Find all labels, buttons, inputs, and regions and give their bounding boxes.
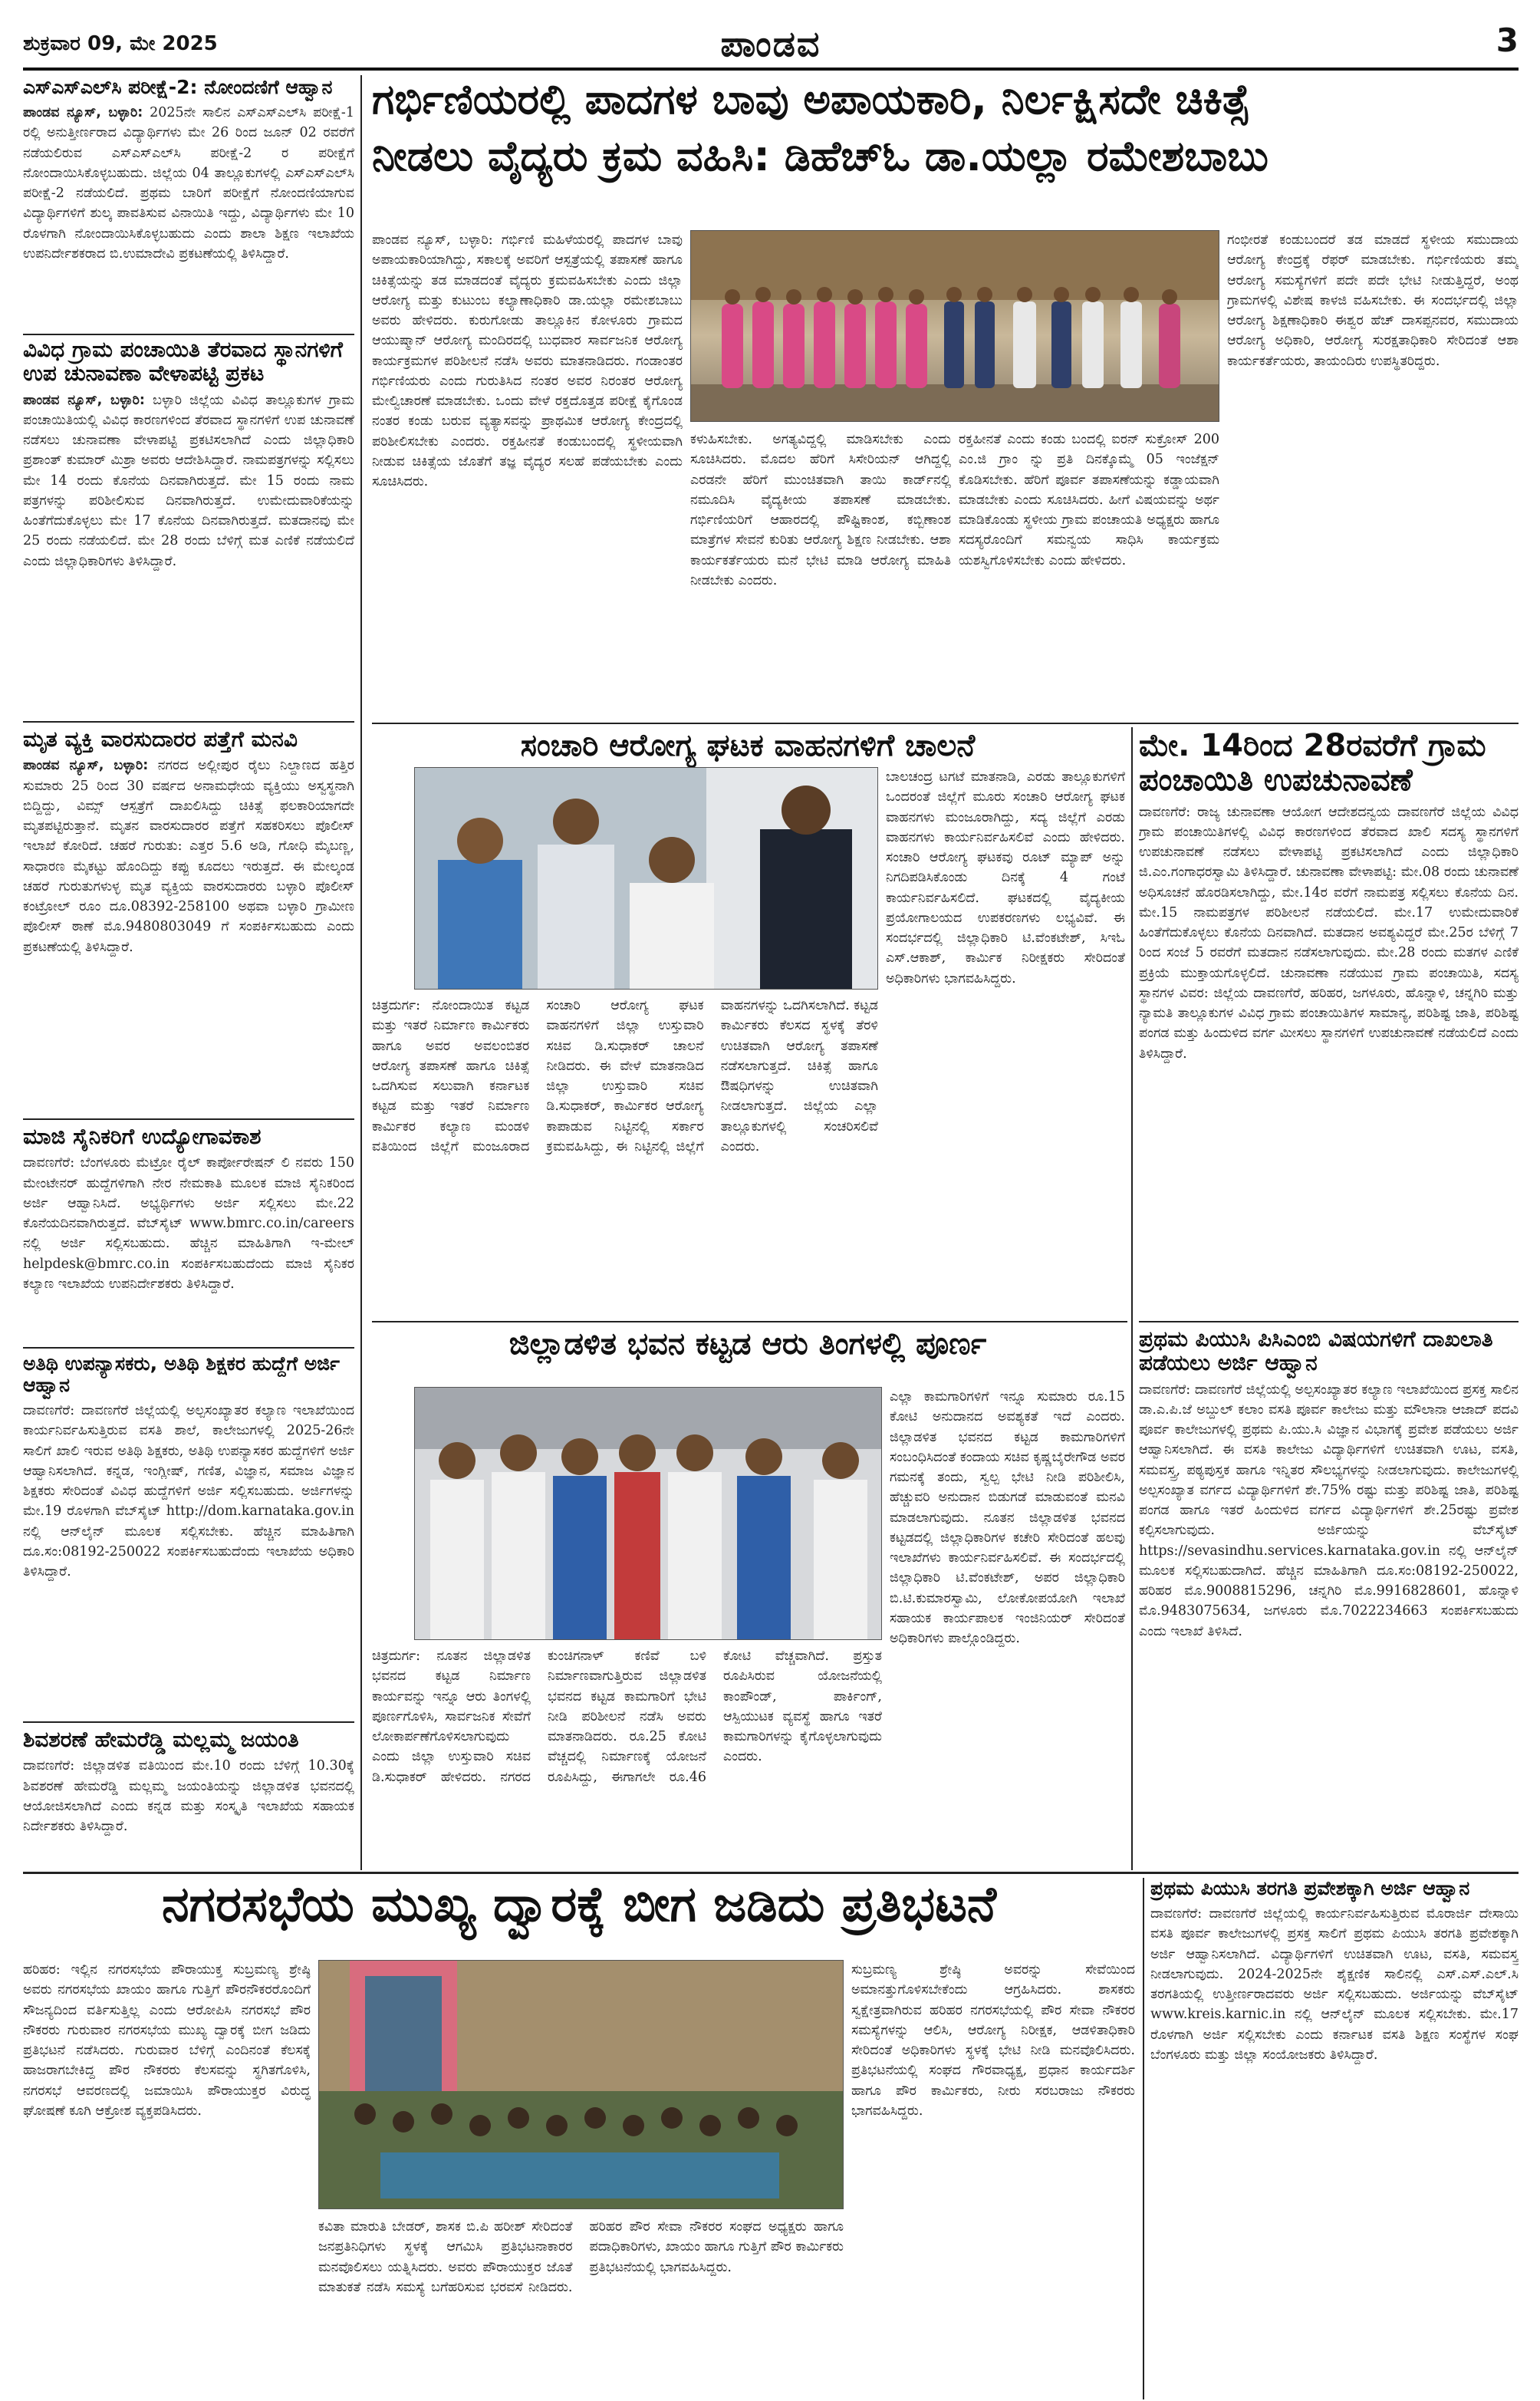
section-rule xyxy=(1139,1321,1519,1322)
lead-photo xyxy=(690,230,1219,422)
headline: ಮಾಜಿ ಸೈನಿಕರಿಗೆ ಉದ್ಯೋಗಾವಕಾಶ xyxy=(23,1125,262,1149)
column-divider xyxy=(1131,727,1133,1870)
lead-body-col-2: ಕಳುಹಿಸಬೇಕು. ಅಗತ್ಯವಿದ್ದಲ್ಲಿ ಮಾಡಿಸಬೇಕು ಎಂದು ಸೂಚಿಸಿದರು. ಮೊದಲ ಹೆರಿಗೆ ಸಿಸೇರಿಯನ್ ಆಗಿದ್ದಲ್ಲಿ ಎರಡನೇ ಹೆರಿಗೆ ಮುಂಚಿತವಾಗಿ ತಾಯಿ ಕಾರ್ಡ್‌ನಲ್ಲಿ ನಮೂದಿಸಿ ವೈದ್ಯಕೀಯ ತಪಾಸಣೆ ಮಾಡಬೇಕು. ಗರ್ಭಿಣಿಯರಿಗೆ ಆಹಾರದಲ್ಲಿ ಪೌಷ್ಟಿಕಾಂಶ, ಕಬ್ಬಿಣಾಂಶ ಮಾತ್ರೆಗಳ ಸೇವನೆ ಕುರಿತು ಆರೋಗ್ಯ ಶಿಕ್ಷಣ ನೀಡಬೇಕು. ಆಶಾ ಕಾರ್ಯಕರ್ತೆಯರು ಮನೆ ಭೇಟಿ ಮಾಡಿ ಆರೋಗ್ಯ ಮಾಹಿತಿ ನೀಡಬೇಕು ಎಂದರು. xyxy=(690,432,951,588)
section-rule xyxy=(23,334,354,335)
headline: ಅತಿಥಿ ಉಪನ್ಯಾಸಕರು, ಅತಿಥಿ ಶಿಕ್ಷಕರ ಹುದ್ದೆಗೆ ಅರ್ಜಿ ಆಹ್ವಾನ xyxy=(23,1353,340,1396)
headline: ಮೃತ ವ್ಯಕ್ತಿ ವಾರಸುದಾರರ ಪತ್ತೆಗೆ ಮನವಿ xyxy=(23,727,298,752)
masthead xyxy=(23,21,1519,68)
dateline: ಪಾಂಡವ ನ್ಯೂಸ್, ಬಳ್ಳಾರಿ: xyxy=(23,758,149,774)
group-photo-illustration xyxy=(691,231,1219,422)
body-text: ದಾವಣಗೆರೆ: ಜಿಲ್ಲಾಡಳಿತ ವತಿಯಿಂದ ಮೇ.10 ರಂದು ಬೆಳಿಗ್ಗೆ 10.30ಕ್ಕೆ ಶಿವಶರಣೆ ಹೇಮರೆಡ್ಡಿ ಮಲ್ಲಮ್ಮ ಜಯಂತಿಯನ್ನು ಜಿಲ್ಲಾಡಳಿತ ಭವನದಲ್ಲಿ ಆಯೋಜಿಸಲಾಗಿದೆ ಎಂದು ಕನ್ನಡ ಮತ್ತು ಸಂಸ್ಕೃತಿ ಇಲಾಖೆಯ ಸಹಾಯಕ ನಿರ್ದೇಶಕರು ತಿಳಿಸಿದ್ದಾರೆ. xyxy=(23,1758,354,1835)
protest-right-col: ಸುಬ್ರಮಣ್ಯ ಶ್ರೇಷ್ಠಿ ಅವರನ್ನು ಸೇವೆಯಿಂದ ಅಮಾನತ್ತುಗೊಳಿಸಬೇಕೆಂದು ಆಗ್ರಹಿಸಿದರು. ಶಾಸಕರು ಸ್ವಕ್ಷೇತ್ರವಾಗಿರುವ ಹರಿಹರ ನಗರಸಭೆಯಲ್ಲಿ ಪೌರ ಸೇವಾ ನೌಕರರ ಸಮಸ್ಯೆಗಳನ್ನು ಆಲಿಸಿ, ಆರೋಗ್ಯ ನಿರೀಕ್ಷಕ, ಆಡಳಿತಾಧಿಕಾರಿ ಸೇರಿದಂತೆ ಅಧಿಕಾರಿಗಳು ಸ್ಥಳಕ್ಕೆ ಭೇಟಿ ನೀಡಿ ಮನವೊಲಿಸಿದರು. ಪ್ರತಿಭಟನೆಯಲ್ಲಿ ಸಂಘದ ಗೌರವಾಧ್ಯಕ್ಷ, ಪ್ರಧಾನ ಕಾರ್ಯದರ್ಶಿ ಹಾಗೂ ಪೌರ ಕಾರ್ಮಿಕರು, ನೀರು ಸರಬರಾಜು ನೌಕರರು ಭಾಗವಹಿಸಿದ್ದರು. xyxy=(851,1962,1135,2119)
column-divider xyxy=(1143,1878,1144,2399)
protest-left-col: ಹರಿಹರ: ಇಲ್ಲಿನ ನಗರಸಭೆಯ ಪೌರಾಯುಕ್ತ ಸುಬ್ರಮಣ್ಯ ಶ್ರೇಷ್ಠಿ ಅವರು ನಗರಸಭೆಯ ಖಾಯಂ ಹಾಗೂ ಗುತ್ತಿಗೆ ಪೌರನೌಕರರೊಂದಿಗೆ ಸೌಜನ್ಯದಿಂದ ವರ್ತಿಸುತ್ತಿಲ್ಲ ಎಂದು ಆರೋಪಿಸಿ ನಗರಸಭೆ ಪೌರ ನೌಕರರು ಗುರುವಾರ ನಗರಸಭೆಯ ಮುಖ್ಯ ದ್ವಾರಕ್ಕೆ ಬೀಗ ಜಡಿದು ಪ್ರತಿಭಟನೆ ನಡೆಸಿದರು. ಗುರುವಾರ ಬೆಳಿಗ್ಗೆ ಎಂದಿನಂತೆ ಕೆಲಸಕ್ಕೆ ಹಾಜರಾಗಬೇಕಿದ್ದ ಪೌರ ನೌಕರರು ಕೆಲಸವನ್ನು ಸ್ಥಗಿತಗೊಳಿಸಿ, ನಗರಸಭೆ ಆವರಣದಲ್ಲಿ ಜಮಾಯಿಸಿ ಪೌರಾಯುಕ್ತರ ವಿರುದ್ಧ ಘೋಷಣೆ ಕೂಗಿ ಆಕ್ರೋಶ ವ್ಯಕ್ತಪಡಿಸಿದರು. xyxy=(23,1962,311,2119)
lead-headline xyxy=(372,77,1519,222)
headline: ಪ್ರಥಮ ಪಿಯುಸಿ ತರಗತಿ ಪ್ರವೇಶಕ್ಕಾಗಿ ಅರ್ಜಿ ಆಹ್ವಾನ xyxy=(1150,1878,1470,1899)
article-missing-person xyxy=(23,727,354,1118)
lead-body-col-4: ಗಂಭೀರತೆ ಕಂಡುಬಂದರೆ ತಡ ಮಾಡದೆ ಸ್ಥಳೀಯ ಸಮುದಾಯ ಆರೋಗ್ಯ ಕೇಂದ್ರಕ್ಕೆ ರೆಫರ್ ಮಾಡಬೇಕು. ಗರ್ಭಿಣಿಯರು ತಮ್ಮ ಆರೋಗ್ಯ ಸಮಸ್ಯೆಗಳಿಗೆ ಪದೇ ಪದೇ ಭೇಟಿ ನೀಡುತ್ತಿದ್ದರೆ, ಅಂಥ ಗ್ರಾಮಗಳಲ್ಲಿ ವಿಶೇಷ ಕಾಳಜಿ ವಹಿಸಬೇಕು. ಈ ಸಂದರ್ಭದಲ್ಲಿ ಜಿಲ್ಲಾ ಆರೋಗ್ಯ ಶಿಕ್ಷಣಾಧಿಕಾರಿ ಈಶ್ವರ ಹೆಚ್ ದಾಸಪ್ಪನವರ, ಸಮುದಾಯ ಆರೋಗ್ಯ ಅಧಿಕಾರಿ, ಆರೋಗ್ಯ ಸುರಕ್ಷತಾಧಿಕಾರಿ ಸೇರಿದಂತೆ ಆಶಾ ಕಾರ್ಯಕರ್ತೆಯರು, ತಾಯಂದಿರು ಉಪಸ್ಥಿತರಿದ್ದರು. xyxy=(1227,232,1519,369)
issue-date: ಶುಕ್ರವಾರ 09, ಮೇ 2025 xyxy=(23,32,218,55)
section-rule xyxy=(23,1118,354,1120)
section-rule xyxy=(372,1321,1127,1322)
lead-body-col-3: ರಕ್ತಹೀನತೆ ಎಂದು ಕಂಡು ಬಂದಲ್ಲಿ ಐರನ್ ಸುಕ್ರೋಸ್ 200 ಎಂ.ಜಿ ಗ್ರಾಂ ನ್ನು ಪ್ರತಿ ದಿನಕ್ಕೊಮ್ಮೆ 05 ಇಂಜೆಕ್ಷನ್ ಕೊಡಿಸಬೇಕು. ಹೆರಿಗೆ ಪೂರ್ವ ತಪಾಸಣೆಯನ್ನು ಕಡ್ಡಾಯವಾಗಿ ಮಾಡಬೇಕು ಎಂದು ಸೂಚಿಸಿದರು. ಹೀಗೆ ವಿಷಯವನ್ನು ಅರ್ಥ ಮಾಡಿಕೊಂಡು ಸ್ಥಳೀಯ ಗ್ರಾಮ ಪಂಚಾಯತಿ ಅಧ್ಯಕ್ಷರು ಹಾಗೂ ಸದಸ್ಯರೊಂದಿಗೆ ಸಮನ್ವಯ ಸಾಧಿಸಿ ಕಾರ್ಯಕ್ರಮ ಯಶಸ್ವಿಗೊಳಿಸಬೇಕು ಎಂದು ಹೇಳಿದರು. xyxy=(959,432,1219,568)
section-rule xyxy=(23,1721,354,1723)
headline: ಜಿಲ್ಲಾಡಳಿತ ಭವನ ಕಟ್ಟಡ ಆರು ತಿಂಗಳಲ್ಲಿ ಪೂರ್ಣ xyxy=(508,1327,987,1362)
body-text: ದಾವಣಗೆರೆ: ದಾವಣಗೆರೆ ಜಿಲ್ಲೆಯಲ್ಲಿ ಅಲ್ಪಸಂಖ್ಯಾತರ ಕಲ್ಯಾಣ ಇಲಾಖೆಯಿಂದ ಪ್ರಸಕ್ತ ಸಾಲಿನ ಡಾ.ಎ.ಪಿ.ಜೆ ಅಬ್ದುಲ್ ಕಲಾಂ ವಸತಿ ಪೂರ್ವ ಕಾಲೇಜು ಮತ್ತು ಮೌಲಾನಾ ಆಜಾದ್ ಪದವಿ ಪೂರ್ವ ಕಾಲೇಜುಗಳಲ್ಲಿ ಪ್ರಥಮ ಪಿ.ಯು.ಸಿ ವಿಜ್ಞಾನ ವಿಭಾಗಕ್ಕೆ ಪ್ರವೇಶ ಪಡೆಯಲು ಅರ್ಜಿ ಆಹ್ವಾನಿಸಲಾಗಿದೆ. ಈ ವಸತಿ ಕಾಲೇಜು ವಿದ್ಯಾರ್ಥಿಗಳಿಗೆ ಉಚಿತವಾಗಿ ಊಟ, ವಸತಿ, ಸಮವಸ್ತ್ರ, ಪಠ್ಯಪುಸ್ತಕ ಹಾಗೂ ಇನ್ನಿತರ ಸೌಲಭ್ಯಗಳನ್ನು ನೀಡಲಾಗುವುದು. ಕಾಲೇಜುಗಳಲ್ಲಿ ಅಲ್ಪಸಂಖ್ಯಾತ ವರ್ಗದ ವಿದ್ಯಾರ್ಥಿಗಳಿಗೆ ಶೇ.75% ರಷ್ಟು ಮತ್ತು ಪರಿಶಿಷ್ಟ ಜಾತಿ, ಪರಿಶಿಷ್ಟ ಪಂಗಡ ಹಾಗೂ ಇತರೆ ಹಿಂದುಳಿದ ವರ್ಗದ ವಿದ್ಯಾರ್ಥಿಗಳಿಗೆ ಶೇ.25ರಷ್ಟು ಪ್ರವೇಶ ಕಲ್ಪಿಸಲಾಗುವುದು. ಅರ್ಜಿಯನ್ನು ವೆಬ್‌ಸೈಟ್ https://sevasindhu.services.karnataka.gov.in ನಲ್ಲಿ ಆನ್‌ಲೈನ್ ಮೂಲಕ ಸಲ್ಲಿಸಬಹುದಾಗಿದೆ. ಹೆಚ್ಚಿನ ಮಾಹಿತಿಗಾಗಿ ದೂ.ಸಂ:08192-250022, ಹರಿಹರ ಮೊ.9008815296, ಚನ್ನಗಿರಿ ಮೊ.9916828601, ಹೊನ್ನಾಳಿ ಮೊ.9483075634, ಜಗಳೂರು ಮೊ.7022234663 ಸಂಪರ್ಕಿಸಬಹುದು ಎಂದು ಇಲಾಖೆ ತಿಳಿಸಿದೆ. xyxy=(1139,1382,1519,1639)
district-building-headline-box xyxy=(372,1327,1124,1381)
masthead-rule xyxy=(23,68,1519,71)
body-text: ದಾವಣಗೆರೆ: ದಾವಣಗೆರೆ ಜಿಲ್ಲೆಯಲ್ಲಿ ಅಲ್ಪಸಂಖ್ಯಾತರ ಕಲ್ಯಾಣ ಇಲಾಖೆಯಿಂದ ಕಾರ್ಯನಿರ್ವಹಿಸುತ್ತಿರುವ ವಸತಿ ಶಾಲೆ, ಕಾಲೇಜುಗಳಲ್ಲಿ 2025-26ನೇ ಸಾಲಿಗೆ ಖಾಲಿ ಇರುವ ಅತಿಥಿ ಶಿಕ್ಷಕರು, ಅತಿಥಿ ಉಪನ್ಯಾಸಕರ ಹುದ್ದೆಗಳಿಗೆ ಅರ್ಜಿ ಆಹ್ವಾನಿಸಲಾಗಿದೆ. ಕನ್ನಡ, ಇಂಗ್ಲೀಷ್, ಗಣಿತ, ವಿಜ್ಞಾನ, ಸಮಾಜ ವಿಜ್ಞಾನ ಶಿಕ್ಷಕರು ಸೇರಿದಂತೆ ವಿವಿಧ ಹುದ್ದೆಗಳಿಗೆ ಅರ್ಜಿ ಸಲ್ಲಿಸಬಹುದು. ಅರ್ಜಿಗಳನ್ನು ಮೇ.19 ರೊಳಗಾಗಿ ವೆಬ್‌ಸೈಟ್ http://dom.karnataka.gov.in ನಲ್ಲಿ ಆನ್‌ಲೈನ್ ಮೂಲಕ ಸಲ್ಲಿಸಬೇಕು. ಹೆಚ್ಚಿನ ಮಾಹಿತಿಗಾಗಿ ದೂ.ಸಂ:08192-250022 ಸಂಪರ್ಕಿಸಬಹುದೆಂದು ಇಲಾಖೆಯ ಅಧಿಕಾರಿ ತಿಳಿಸಿದ್ದಾರೆ. xyxy=(23,1403,354,1579)
article-jayanti xyxy=(23,1727,354,1870)
inauguration-photo-illustration xyxy=(415,768,878,990)
district-building-right-col: ಎಲ್ಲಾ ಕಾಮಗಾರಿಗಳಿಗೆ ಇನ್ನೂ ಸುಮಾರು ರೂ.15 ಕೋಟಿ ಅನುದಾನದ ಅವಶ್ಯಕತೆ ಇದೆ ಎಂದರು. ಜಿಲ್ಲಾಡಳಿತ ಭವನದ ಕಟ್ಟಡ ಕಾಮಗಾರಿಗಳಿಗೆ ಸಂಬಂಧಿಸಿದಂತೆ ಕಂದಾಯ ಸಚಿವ ಕೃಷ್ಣಬೈರೇಗೌಡ ಅವರ ಗಮನಕ್ಕೆ ತಂದು, ಸ್ವಲ್ಪ ಭೇಟಿ ನೀಡಿ ಪರಿಶೀಲಿಸಿ, ಹೆಚ್ಚುವರಿ ಅನುದಾನ ಬಿಡುಗಡೆ ಮಾಡುವಂತೆ ಮನವಿ ಮಾಡಲಾಗುವುದು. ನೂತನ ಜಿಲ್ಲಾಡಳಿತ ಭವನದ ಕಟ್ಟಡದಲ್ಲಿ ಜಿಲ್ಲಾಧಿಕಾರಿಗಳ ಕಚೇರಿ ಸೇರಿದಂತೆ ಹಲವು ಇಲಾಖೆಗಳು ಕಾರ್ಯನಿರ್ವಹಿಸಲಿವೆ. ಈ ಸಂದರ್ಭದಲ್ಲಿ ಜಿಲ್ಲಾಧಿಕಾರಿ ಟಿ.ವೆಂಕಟೇಶ್, ಅಪರ ಜಿಲ್ಲಾಧಿಕಾರಿ ಬಿ.ಟಿ.ಕುಮಾರಸ್ವಾಮಿ, ಲೋಕೋಪಯೋಗಿ ಇಲಾಖೆ ಸಹಾಯಕ ಕಾರ್ಯಪಾಲಕ ಇಂಜಿನಿಯರ್ ಸೇರಿದಂತೆ ಅಧಿಕಾರಿಗಳು ಪಾಲ್ಗೊಂಡಿದ್ದರು. xyxy=(890,1389,1125,1646)
section-rule xyxy=(372,723,1519,724)
article-body xyxy=(23,390,354,571)
article-puc-admission xyxy=(1139,1327,1519,1870)
body-text: ಬಳ್ಳಾರಿ ಜಿಲ್ಲೆಯ ವಿವಿಧ ತಾಲ್ಲೂಕುಗಳ ಗ್ರಾಮ ಪಂಚಾಯಿತಿಯಲ್ಲಿ ವಿವಿಧ ಕಾರಣಗಳಿಂದ ತೆರವಾದ ಸ್ಥಾನಗಳಿಗೆ ಉಪ ಚುನಾವಣೆ ನಡೆಸಲು ಚುನಾವಣಾ ವೇಳಾಪಟ್ಟಿ ಪ್ರಕಟಿಸಲಾಗಿದೆ ಎಂದು ಜಿಲ್ಲಾಧಿಕಾರಿ ಪ್ರಶಾಂತ್ ಕುಮಾರ್ ಮಿಶ್ರಾ ಅವರು ಆದೇಶಿಸಿದ್ದಾರೆ. ನಾಮಪತ್ರಗಳನ್ನು ಸಲ್ಲಿಸಲು ಮೇ 14 ರಂದು ಕೊನೆಯ ದಿನವಾಗಿರುತ್ತದೆ. ಮೇ 15 ರಂದು ನಾಮ ಪತ್ರಗಳನ್ನು ಪರಿಶೀಲಿಸುವ ದಿನವಾಗಿರುತ್ತದೆ. ಉಮೇದುವಾರಿಕೆಯನ್ನು ಹಿಂತೆಗೆದುಕೊಳ್ಳಲು ಮೇ 17 ಕೊನೆಯ ದಿನವಾಗಿರುತ್ತದೆ. ಮತದಾನವು ಮೇ 25 ರಂದು ನಡೆಯಲಿದೆ. ಮೇ 28 ರಂದು ಬೆಳಿಗ್ಗೆ ಮತ ಎಣಿಕೆ ನಡೆಯಲಿದೆ ಎಂದು ಜಿಲ್ಲಾಧಿಕಾರಿಗಳು ತಿಳಿಸಿದ್ದಾರೆ. xyxy=(23,392,354,569)
headline: ಎಸ್‌ಎಸ್‌ಎಲ್‌ಸಿ ಪರೀಕ್ಷೆ-2: ನೋಂದಣಿಗೆ ಆಹ್ವಾನ xyxy=(23,77,333,98)
protest-photo-illustration xyxy=(319,1961,844,2209)
article-puc-admission-2 xyxy=(1150,1878,1519,2397)
mobile-health-photo xyxy=(414,767,878,990)
article-panchayat-schedule xyxy=(23,338,354,717)
mobile-health-right-col: ಬಾಲಚಂದ್ರ ಟಗಟೆ ಮಾತನಾಡಿ, ಎರಡು ತಾಲ್ಲೂಕುಗಳಿಗೆ ಒಂದರಂತೆ ಜಿಲ್ಲೆಗೆ ಮೂರು ಸಂಚಾರಿ ಆರೋಗ್ಯ ಘಟಕ ವಾಹನಗಳು ಮಂಜೂರಾಗಿದ್ದು, ಸದ್ಯ ಜಿಲ್ಲೆಗೆ ಎರಡು ವಾಹನಗಳು ಕಾರ್ಯನಿರ್ವಹಿಸಲಿವೆ ಎಂದು ಹೇಳಿದರು. ಸಂಚಾರಿ ಆರೋಗ್ಯ ಘಟಕವು ರೂಟ್ ಮ್ಯಾಪ್ ಅನ್ನು ನಿಗದಿಪಡಿಸಿಕೊಂಡು ದಿನಕ್ಕೆ 4 ಗಂಟೆ ಕಾರ್ಯನಿರ್ವಹಿಸಲಿದೆ. ಘಟಕದಲ್ಲಿ ವೈದ್ಯಕೀಯ ಪ್ರಯೋಗಾಲಯದ ಉಪಕರಣಗಳು ಲಭ್ಯವಿವೆ. ಈ ಸಂದರ್ಭದಲ್ಲಿ ಜಿಲ್ಲಾಧಿಕಾರಿ ಟಿ.ವೆಂಕಟೇಶ್, ಸಿಇಓ ಎಸ್.ಆಕಾಶ್, ಕಾರ್ಮಿಕ ನಿರೀಕ್ಷಕರು ಸೇರಿದಂತೆ ಅಧಿಕಾರಿಗಳು ಭಾಗವಹಿಸಿದ್ದರು. xyxy=(886,769,1125,986)
body-text: ದಾವಣಗೆರೆ: ರಾಜ್ಯ ಚುನಾವಣಾ ಆಯೋಗ ಆದೇಶದನ್ವಯ ದಾವಣಗೆರೆ ಜಿಲ್ಲೆಯ ವಿವಿಧ ಗ್ರಾಮ ಪಂಚಾಯಿತಿಗಳಲ್ಲಿ ವಿವಿಧ ಕಾರಣಗಳಿಂದ ತೆರವಾದ ಖಾಲಿ ಸದಸ್ಯ ಸ್ಥಾನಗಳಿಗೆ ಉಪಚುನಾವಣೆ ನಡೆಸಲು ವೇಳಾಪಟ್ಟಿ ಪ್ರಕಟಿಸಲಾಗಿದೆ ಎಂದು ಜಿಲ್ಲಾಧಿಕಾರಿ ಜಿ.ಎಂ.ಗಂಗಾಧರಸ್ವಾಮಿ ತಿಳಿಸಿದ್ದಾರೆ. ಚುನಾವಣಾ ವೇಳಾಪಟ್ಟಿ: ಮೇ.08 ರಂದು ಚುನಾವಣೆ ಅಧಿಸೂಚನೆ ಹೊರಡಿಸಲಾಗಿದ್ದು, ಮೇ.14ರ ವರೆಗೆ ನಾಮಪತ್ರ ಸಲ್ಲಿಸಲು ಕೊನೆಯ ದಿನ. ಮೇ.15 ನಾಮಪತ್ರಗಳ ಪರಿಶೀಲನೆ ನಡೆಯಲಿದೆ. ಮೇ.17 ಉಮೇದುವಾರಿಕೆ ಹಿಂತೆಗೆದುಕೊಳ್ಳಲು ಕೊನೆಯ ದಿನವಾಗಿದೆ. ಮತದಾನ ಅವಶ್ಯವಿದ್ದರೆ ಮೇ.25ರ ಬೆಳಿಗ್ಗೆ 7 ರಿಂದ ಸಂಜೆ 5 ರವರೆಗೆ ಮತದಾನ ನಡೆಸಲಾಗುವುದು. ಮೇ.28 ರಂದು ಮತಗಳ ಎಣಿಕೆ ಪ್ರಕ್ರಿಯೆ ಮುಕ್ತಾಯಗೊಳ್ಳಲಿದೆ. ಚುನಾವಣಾ ನಡೆಯುವ ಗ್ರಾಮ ಪಂಚಾಯಿತಿ, ಸದಸ್ಯ ಸ್ಥಾನಗಳ ವಿವರ: ಜಿಲ್ಲೆಯ ದಾವಣಗೆರೆ, ಹರಿಹರ, ಜಗಳೂರು, ಹೊನ್ನಾಳಿ, ಚನ್ನಗಿರಿ ಮತ್ತು ನ್ಯಾಮತಿ ತಾಲ್ಲೂಕುಗಳ ವಿವಿಧ ಗ್ರಾಮ ಪಂಚಾಯಿತಿಗಳ ಸಾಮಾನ್ಯ, ಪರಿಶಿಷ್ಟ ಜಾತಿ, ಪರಿಶಿಷ್ಟ ಪಂಗಡ ಮತ್ತು ಹಿಂದುಳಿದ ವರ್ಗ ಮೀಸಲು ಸ್ಥಾನಗಳಿಗೆ ಉಪಚುನಾವಣೆ ನಡೆಯಲಿದೆ ಎಂದು ತಿಳಿಸಿದ್ದಾರೆ. xyxy=(1139,804,1519,1062)
dateline: ಪಾಂಡವ ನ್ಯೂಸ್, ಬಳ್ಳಾರಿ: xyxy=(23,392,145,408)
article-body xyxy=(23,756,354,957)
section-rule xyxy=(23,1872,1519,1874)
article-sslc xyxy=(23,77,354,334)
article-bypoll xyxy=(1139,729,1519,1319)
headline: ಮೇ. 14ರಿಂದ 28ರವರೆಗೆ ಗ್ರಾಮ ಪಂಚಾಯಿತಿ ಉಪಚುನಾವಣೆ xyxy=(1139,729,1486,798)
article-guest-teachers xyxy=(23,1353,354,1721)
headline-line-2: ನೀಡಲು ವೈದ್ಯರು ಕ್ರಮ ವಹಿಸಿ: ಡಿಹೆಚ್‌ಓ ಡಾ.ಯಲ್ಲಾ ರಮೇಶಬಾಬು xyxy=(372,132,1269,181)
protest-body: ಕವಿತಾ ಮಾರುತಿ ಬೇಡರ್, ಶಾಸಕ ಬಿ.ಪಿ ಹರೀಶ್ ಸೇರಿದಂತೆ ಜನಪ್ರತಿನಿಧಿಗಳು ಸ್ಥಳಕ್ಕೆ ಆಗಮಿಸಿ ಪ್ರತಿಭಟನಾಕಾರರ ಮನವೊಲಿಸಲು ಯತ್ನಿಸಿದರು. ಅವರು ಪೌರಾಯುಕ್ತರ ಜೊತೆ ಮಾತುಕತೆ ನಡೆಸಿ ಸಮಸ್ಯೆ ಬಗೆಹರಿಸುವ ಭರವಸೆ ನೀಡಿದರು. ಹರಿಹರ ಪೌರ ಸೇವಾ ನೌಕರರ ಸಂಘದ ಅಧ್ಯಕ್ಷರು ಹಾಗೂ ಪದಾಧಿಕಾರಿಗಳು, ಖಾಯಂ ಹಾಗೂ ಗುತ್ತಿಗೆ ಪೌರ ಕಾರ್ಮಿಕರು ಪ್ರತಿಭಟನೆಯಲ್ಲಿ ಭಾಗವಹಿಸಿದ್ದರು. xyxy=(318,2219,844,2295)
site-visit-photo-illustration xyxy=(415,1388,882,1640)
body-text: ನಗರದ ಅಲ್ಲೀಪುರ ರೈಲು ನಿಲ್ದಾಣದ ಹತ್ತಿರ ಸುಮಾರು 25 ರಿಂದ 30 ವರ್ಷದ ಅನಾಮಧೇಯ ವ್ಯಕ್ತಿಯು ಅಸ್ವಸ್ಥನಾಗಿ ಬಿದ್ದಿದ್ದು, ವಿಮ್ಸ್ ಆಸ್ಪತ್ರೆಗೆ ದಾಖಲಿಸಿದ್ದು ಚಿಕಿತ್ಸೆ ಫಲಕಾರಿಯಾಗದೇ ಮೃತಪಟ್ಟಿರುತ್ತಾನೆ. ಮೃತನ ವಾರಸುದಾರರ ಪತ್ತೆಗೆ ಸಹಕರಿಸಲು ಪೊಲೀಸ್ ಇಲಾಖೆ ಕೋರಿದೆ. ಚಹರೆ ಗುರುತು: ಎತ್ತರ 5.6 ಅಡಿ, ಗೋಧಿ ಮೈಬಣ್ಣ, ಸಾಧಾರಣ ಮೈಕಟ್ಟು ಹೊಂದಿದ್ದು ಕಪ್ಪು ಕೂದಲು ಇರುತ್ತದೆ. ಈ ಮೇಲ್ಕಂಡ ಚಹರೆ ಗುರುತುಗಳುಳ್ಳ ಮೃತ ವ್ಯಕ್ತಿಯ ವಾರಸುದಾರರು ಬಳ್ಳಾರಿ ಪೊಲೀಸ್ ಕಂಟ್ರೋಲ್ ರೂಂ ದೂ.08392-258100 ಅಥವಾ ಬಳ್ಳಾರಿ ಗ್ರಾಮೀಣ ಪೊಲೀಸ್ ಠಾಣೆ ಮೊ.9480803049 ಗೆ ಸಂಪರ್ಕಿಸಬಹುದು ಎಂದು ಪ್ರಕಟಣೆಯಲ್ಲಿ ತಿಳಿಸಿದ್ದಾರೆ. xyxy=(23,758,354,955)
protest-headline-box xyxy=(23,1878,1135,1951)
district-building-photo xyxy=(414,1387,882,1640)
dateline: ಪಾಂಡವ ನ್ಯೂಸ್, ಬಳ್ಳಾರಿ: xyxy=(23,105,143,120)
mobile-health-body: ಚಿತ್ರದುರ್ಗ: ನೋಂದಾಯಿತ ಕಟ್ಟಡ ಮತ್ತು ಇತರೆ ನಿರ್ಮಾಣ ಕಾರ್ಮಿಕರು ಹಾಗೂ ಅವರ ಅವಲಂಬಿತರ ಆರೋಗ್ಯ ತಪಾಸಣೆ ಹಾಗೂ ಚಿಕಿತ್ಸೆ ಒದಗಿಸುವ ಸಲುವಾಗಿ ಕರ್ನಾಟಕ ಕಟ್ಟಡ ಮತ್ತು ಇತರೆ ನಿರ್ಮಾಣ ಕಾರ್ಮಿಕರ ಕಲ್ಯಾಣ ಮಂಡಳಿ ವತಿಯಿಂದ ಜಿಲ್ಲೆಗೆ ಮಂಜೂರಾದ ಸಂಚಾರಿ ಆರೋಗ್ಯ ಘಟಕ ವಾಹನಗಳಿಗೆ ಜಿಲ್ಲಾ ಉಸ್ತುವಾರಿ ಸಚಿವ ಡಿ.ಸುಧಾಕರ್ ಚಾಲನೆ ನೀಡಿದರು. ಈ ವೇಳೆ ಮಾತನಾಡಿದ ಜಿಲ್ಲಾ ಉಸ್ತುವಾರಿ ಸಚಿವ ಡಿ.ಸುಧಾಕರ್, ಕಾರ್ಮಿಕರ ಆರೋಗ್ಯ ಕಾಪಾಡುವ ನಿಟ್ಟಿನಲ್ಲಿ ಸರ್ಕಾರ ಕ್ರಮವಹಿಸಿದ್ದು, ಈ ನಿಟ್ಟಿನಲ್ಲಿ ಜಿಲ್ಲೆಗೆ ವಾಹನಗಳನ್ನು ಒದಗಿಸಲಾಗಿದೆ. ಕಟ್ಟಡ ಕಾರ್ಮಿಕರು ಕೆಲಸದ ಸ್ಥಳಕ್ಕೆ ತೆರಳಿ ಉಚಿತವಾಗಿ ಆರೋಗ್ಯ ತಪಾಸಣೆ ನಡೆಸಲಾಗುತ್ತದೆ. ಚಿಕಿತ್ಸೆ ಹಾಗೂ ಔಷಧಿಗಳನ್ನು ಉಚಿತವಾಗಿ ನೀಡಲಾಗುತ್ತದೆ. ಜಿಲ್ಲೆಯ ಎಲ್ಲಾ ತಾಲ್ಲೂಕುಗಳಲ್ಲಿ ಸಂಚರಿಸಲಿವೆ ಎಂದರು. xyxy=(372,998,878,1154)
headline-line-1: ಗರ್ಭಿಣಿಯರಲ್ಲಿ ಪಾದಗಳ ಬಾವು ಅಪಾಯಕಾರಿ, ನಿರ್ಲಕ್ಷಿಸದೇ ಚಿಕಿತ್ಸೆ xyxy=(372,77,1250,124)
section-rule xyxy=(23,1347,354,1349)
body-text: ದಾವಣಗೆರೆ: ಬೆಂಗಳೂರು ಮೆಟ್ರೋ ರೈಲ್ ಕಾರ್ಪೋರೇಷನ್ ಲಿ ನವರು 150 ಮೇಂಟೇನರ್ ಹುದ್ದೆಗಳಿಗಾಗಿ ನೇರ ನೇಮಕಾತಿ ಮೂಲಕ ಮಾಜಿ ಸೈನಿಕರಿಂದ ಅರ್ಜಿ ಆಹ್ವಾನಿಸಿದೆ. ಅಭ್ಯರ್ಥಿಗಳು ಅರ್ಜಿ ಸಲ್ಲಿಸಲು ಮೇ.22 ಕೊನೆಯದಿನವಾಗಿರುತ್ತದೆ. ವೆಬ್‌ಸೈಟ್ www.bmrc.co.in/careers ನಲ್ಲಿ ಅರ್ಜಿ ಸಲ್ಲಿಸಬಹುದು. ಹೆಚ್ಚಿನ ಮಾಹಿತಿಗಾಗಿ ಇ-ಮೇಲ್ helpdesk@bmrc.co.in ಸಂಪರ್ಕಿಸಬಹುದೆಂದು ಮಾಜಿ ಸೈನಿಕರ ಕಲ್ಯಾಣ ಇಲಾಖೆಯ ಉಪನಿರ್ದೇಶಕರು ತಿಳಿಸಿದ್ದಾರೆ. xyxy=(23,1155,354,1292)
headline: ನಗರಸಭೆಯ ಮುಖ್ಯ ದ್ವಾರಕ್ಕೆ ಬೀಗ ಜಡಿದು ಪ್ರತಿಭಟನೆ xyxy=(161,1878,997,1933)
headline: ಸಂಚಾರಿ ಆರೋಗ್ಯ ಘಟಕ ವಾಹನಗಳಿಗೆ ಚಾಲನೆ xyxy=(520,729,976,763)
column-divider xyxy=(360,75,362,1870)
section-rule xyxy=(23,721,354,723)
body-text: ದಾವಣಗೆರೆ: ದಾವಣಗೆರೆ ಜಿಲ್ಲೆಯಲ್ಲಿ ಕಾರ್ಯನಿರ್ವಹಿಸುತ್ತಿರುವ ಮೊರಾರ್ಜಿ ದೇಸಾಯಿ ವಸತಿ ಪೂರ್ವ ಕಾಲೇಜುಗಳಲ್ಲಿ ಪ್ರಸಕ್ತ ಸಾಲಿಗೆ ಪ್ರಥಮ ಪಿಯುಸಿ ತರಗತಿ ಪ್ರವೇಶಕ್ಕಾಗಿ ಅರ್ಜಿ ಆಹ್ವಾನಿಸಲಾಗಿದೆ. ವಿದ್ಯಾರ್ಥಿಗಳಿಗೆ ಉಚಿತವಾಗಿ ಊಟ, ವಸತಿ, ಸಮವಸ್ತ್ರ ನೀಡಲಾಗುವುದು. 2024-2025ನೇ ಶೈಕ್ಷಣಿಕ ಸಾಲಿನಲ್ಲಿ ಎಸ್.ಎಸ್.ಎಲ್.ಸಿ ತರಗತಿಯಲ್ಲಿ ಉತ್ತೀರ್ಣರಾದವರು ಅರ್ಜಿ ಸಲ್ಲಿಸಬಹುದು. ಅರ್ಜಿಯನ್ನು ವೆಬ್‌ಸೈಟ್ www.kreis.karnic.in ನಲ್ಲಿ ಆನ್‌ಲೈನ್ ಮೂಲಕ ಸಲ್ಲಿಸಬೇಕು. ಮೇ.17 ರೊಳಗಾಗಿ ಅರ್ಜಿ ಸಲ್ಲಿಸಬೇಕು ಎಂದು ಕರ್ನಾಟಕ ವಸತಿ ಶಿಕ್ಷಣ ಸಂಸ್ಥೆಗಳ ಸಂಘ ಬೆಂಗಳೂರು ಮತ್ತು ಜಿಲ್ಲಾ ಸಂಯೋಜಕರು ತಿಳಿಸಿದ್ದಾರೆ. xyxy=(1150,1906,1519,2063)
lead-body-col-1: ಪಾಂಡವ ನ್ಯೂಸ್, ಬಳ್ಳಾರಿ: ಗರ್ಭಿಣಿ ಮಹಿಳೆಯರಲ್ಲಿ ಪಾದಗಳ ಬಾವು ಅಪಾಯಕಾರಿಯಾಗಿದ್ದು, ಸಕಾಲಕ್ಕೆ ಅವರಿಗೆ ಆಸ್ಪತ್ರೆಯಲ್ಲಿ ತಪಾಸಣೆ ಹಾಗೂ ಚಿಕಿತ್ಸೆಯನ್ನು ತಡ ಮಾಡದಂತೆ ವೈದ್ಯರು ಕ್ರಮವಹಿಸಬೇಕು ಎಂದು ಜಿಲ್ಲಾ ಆರೋಗ್ಯ ಮತ್ತು ಕುಟುಂಬ ಕಲ್ಯಾಣಾಧಿಕಾರಿ ಡಾ.ಯಲ್ಲಾ ರಮೇಶಬಾಬು ಅವರು ಹೇಳಿದರು. ಕುರುಗೋಡು ತಾಲ್ಲೂಕಿನ ಕೋಳೂರು ಗ್ರಾಮದ ಆಯುಷ್ಮಾನ್ ಆರೋಗ್ಯ ಮಂದಿರದಲ್ಲಿ ಬುಧವಾರ ಸಾರ್ವಜನಿಕ ಆರೋಗ್ಯ ಕಾರ್ಯಕ್ರಮಗಳ ಪರಿಶೀಲನೆ ನಡೆಸಿ ಅವರು ಮಾತನಾಡಿದರು. ಗಂಡಾಂತರ ಗರ್ಭಿಣಿಯರು ಎಂದು ಗುರುತಿಸಿದ ನಂತರ ಅವರ ನಿರಂತರ ಆರೋಗ್ಯ ಮೇಲ್ವಿಚಾರಣೆ ಮಾಡಬೇಕು. ಒಂದು ವೇಳೆ ರಕ್ತದೊತ್ತಡ ಪರೀಕ್ಷೆ ಕೈಗೊಂಡ ನಂತರ ಕಂಡು ಬರುವ ವ್ಯತ್ಯಾಸವನ್ನು ಪ್ರಾಥಮಿಕ ಆರೋಗ್ಯ ಕೇಂದ್ರದಲ್ಲಿ ಪರಿಶೀಲಿಸಬೇಕು ಎಂದರು. ರಕ್ತಹೀನತೆ ಕಂಡುಬಂದಲ್ಲಿ ಸ್ಥಳೀಯವಾಗಿ ನೀಡುವ ಚಿಕಿತ್ಸೆಯ ಜೊತೆಗೆ ತಜ್ಞ ವೈದ್ಯರ ಸಲಹೆ ಪಡೆಯಬೇಕು ಎಂದು ಸೂಚಿಸಿದರು. xyxy=(372,232,683,489)
district-building-body: ಚಿತ್ರದುರ್ಗ: ನೂತನ ಜಿಲ್ಲಾಡಳಿತ ಭವನದ ಕಟ್ಟಡ ನಿರ್ಮಾಣ ಕಾರ್ಯವನ್ನು ಇನ್ನೂ ಆರು ತಿಂಗಳಲ್ಲಿ ಪೂರ್ಣಗೊಳಿಸಿ, ಸಾರ್ವಜನಿಕ ಸೇವೆಗೆ ಲೋಕಾರ್ಪಣೆಗೊಳಿಸಲಾಗುವುದು ಎಂದು ಜಿಲ್ಲಾ ಉಸ್ತುವಾರಿ ಸಚಿವ ಡಿ.ಸುಧಾಕರ್ ಹೇಳಿದರು. ನಗರದ ಕುಂಚಿಗನಾಳ್ ಕಣಿವೆ ಬಳಿ ನಿರ್ಮಾಣವಾಗುತ್ತಿರುವ ಜಿಲ್ಲಾಡಳಿತ ಭವನದ ಕಟ್ಟಡ ಕಾಮಗಾರಿಗೆ ಭೇಟಿ ನೀಡಿ ಪರಿಶೀಲನೆ ನಡೆಸಿ ಅವರು ಮಾತನಾಡಿದರು. ರೂ.25 ಕೋಟಿ ವೆಚ್ಚದಲ್ಲಿ ನಿರ್ಮಾಣಕ್ಕೆ ಯೋಜನೆ ರೂಪಿಸಿದ್ದು, ಈಗಾಗಲೇ ರೂ.46 ಕೋಟಿ ವೆಚ್ಚವಾಗಿದೆ. ಪ್ರಸ್ತುತ ರೂಪಿಸಿರುವ ಯೋಜನೆಯಲ್ಲಿ ಕಾಂಪೌಂಡ್, ಪಾರ್ಕಿಂಗ್, ಆಸ್ಪಿಯುಟಕ ವ್ಯವಸ್ಥೆ ಹಾಗೂ ಇತರೆ ಕಾಮಗಾರಿಗಳನ್ನು ಕೈಗೊಳ್ಳಲಾಗುವುದು ಎಂದರು. xyxy=(372,1648,882,1785)
article-body xyxy=(23,103,354,264)
body-text: 2025ನೇ ಸಾಲಿನ ಎಸ್‌ಎಸ್‌ಎಲ್‌ಸಿ ಪರೀಕ್ಷೆ-1 ರಲ್ಲಿ ಅನುತ್ತೀರ್ಣರಾದ ವಿದ್ಯಾರ್ಥಿಗಳು ಮೇ 26 ರಿಂದ ಜೂನ್ 02 ರವರೆಗೆ ನಡೆಯಲಿರುವ ಎಸ್‌ಎಸ್‌ಎಲ್‌ಸಿ ಪರೀಕ್ಷೆ-2 ರ ಪರೀಕ್ಷೆಗೆ ನೋಂದಾಯಿಸಿಕೊಳ್ಳಬಹುದು. ಜಿಲ್ಲೆಯ 04 ತಾಲ್ಲೂಕುಗಳಲ್ಲಿ ಎಸ್‌ಎಸ್‌ಎಲ್‌ಸಿ ಪರೀಕ್ಷೆ-2 ನಡೆಯಲಿದೆ. ಪ್ರಥಮ ಬಾರಿಗೆ ಪರೀಕ್ಷೆಗೆ ನೋಂದಣಿಯಾಗುವ ವಿದ್ಯಾರ್ಥಿಗಳಿಗೆ ಶುಲ್ಕ ಪಾವತಿಸುವ ವಿನಾಯಿತಿ ಇದ್ದು, ವಿದ್ಯಾರ್ಥಿಗಳು ಮೇ 10 ರೊಳಗಾಗಿ ನೋಂದಾಯಿಸಿಕೊಳ್ಳಬಹುದು ಎಂದು ಶಾಲಾ ಶಿಕ್ಷಣ ಇಲಾಖೆಯ ಉಪನಿರ್ದೇಶಕರಾದ ಬಿ.ಉಮಾದೇವಿ ಪ್ರಕಟಣೆಯಲ್ಲಿ ತಿಳಿಸಿದ್ದಾರೆ. xyxy=(23,105,354,262)
page-number: 3 xyxy=(1496,21,1519,59)
newspaper-title: ಪಾಂಡವ xyxy=(720,23,821,64)
headline: ವಿವಿಧ ಗ್ರಾಮ ಪಂಚಾಯಿತಿ ತೆರವಾದ ಸ್ಥಾನಗಳಿಗೆ ಉಪ ಚುನಾವಣಾ ವೇಳಾಪಟ್ಟಿ ಪ್ರಕಟ xyxy=(23,338,343,387)
protest-photo xyxy=(318,1960,844,2209)
headline: ಶಿವಶರಣೆ ಹೇಮರೆಡ್ಡಿ ಮಲ್ಲಮ್ಮ ಜಯಂತಿ xyxy=(23,1727,299,1752)
headline: ಪ್ರಥಮ ಪಿಯುಸಿ ಪಿಸಿಎಂಬಿ ವಿಷಯಗಳಿಗೆ ದಾಖಲಾತಿ ಪಡೆಯಲು ಅರ್ಜಿ ಆಹ್ವಾನ xyxy=(1139,1327,1493,1376)
article-ex-servicemen xyxy=(23,1125,354,1347)
